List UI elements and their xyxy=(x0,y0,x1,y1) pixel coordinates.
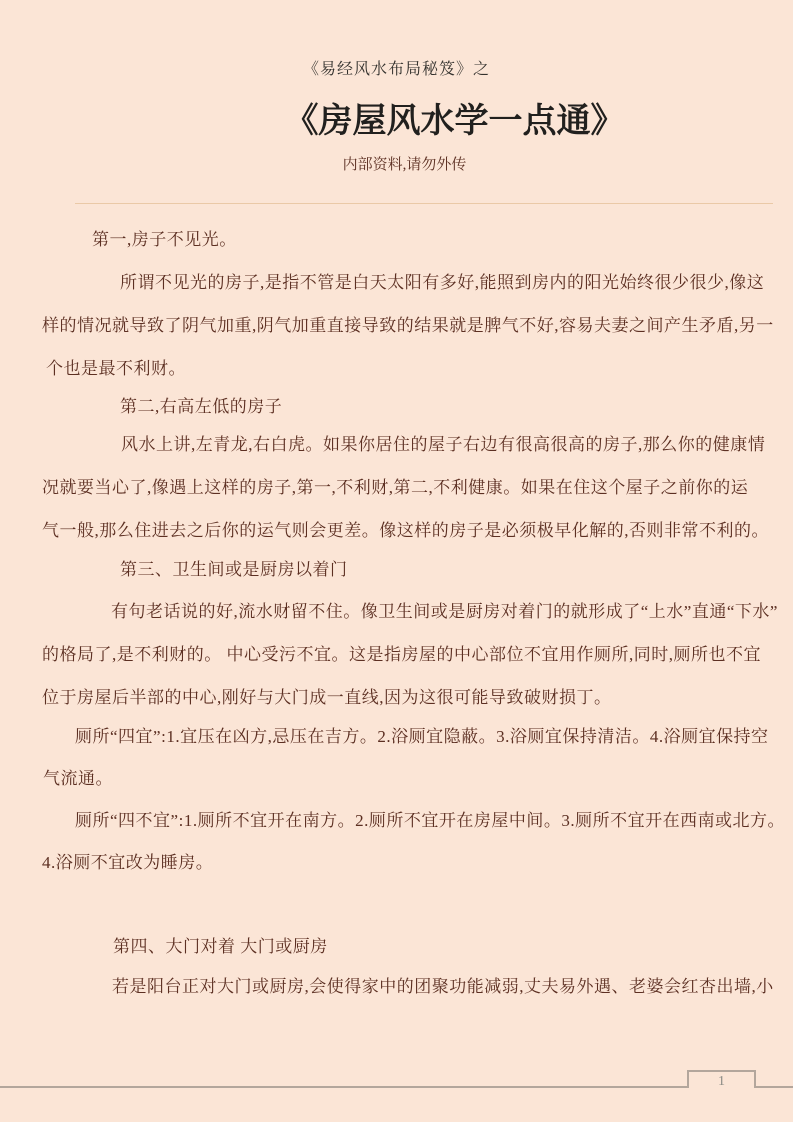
body-line: 样的情况就导致了阴气加重,阴气加重直接导致的结果就是脾气不好,容易夫妻之间产生矛盾,另一 xyxy=(42,316,774,335)
body-line: 若是阳台正对大门或厨房,会使得家中的团聚功能减弱,丈夫易外遇、老婆会红杏出墙,小 xyxy=(112,977,774,996)
footer-divider xyxy=(0,1086,793,1088)
title-row xyxy=(0,101,793,141)
body-line: 风水上讲,左青龙,右白虎。如果你居住的屋子右边有很高很高的房子,那么你的健康情 xyxy=(121,435,766,454)
body-line: 第四、大门对着 大门或厨房 xyxy=(113,937,328,956)
body-line: 个也是最不利财。 xyxy=(46,359,186,378)
page-number-tab xyxy=(687,1070,756,1088)
header-divider xyxy=(75,203,773,204)
page-title: 《房屋风水学一点通》 xyxy=(284,102,625,140)
body-line: 位于房屋后半部的中心,刚好与大门成一直线,因为这很可能导致破财损丁。 xyxy=(42,688,612,707)
body-line: 况就要当心了,像遇上这样的房子,第一,不利财,第二,不利健康。如果在住这个屋子之前你的运 xyxy=(42,478,749,497)
subtitle-row xyxy=(0,156,793,174)
body-line: 厕所“四宜”:1.宜压在凶方,忌压在吉方。2.浴厕宜隐蔽。3.浴厕宜保持清洁。4.浴厕宜保持空 xyxy=(75,727,769,746)
body-line: 第二,右高左低的房子 xyxy=(120,397,283,416)
body-line: 第一,房子不见光。 xyxy=(92,230,237,249)
body-line: 第三、卫生间或是厨房以着门 xyxy=(120,560,348,579)
body-line: 厕所“四不宜”:1.厕所不宜开在南方。2.厕所不宜开在房屋中间。3.厕所不宜开在西南或北方。 xyxy=(75,811,786,830)
body-line: 气一般,那么住进去之后你的运气则会更差。像这样的房子是必须极早化解的,否则非常不利的。 xyxy=(42,521,769,540)
page-number: 1 xyxy=(718,1074,725,1089)
body-line: 所谓不见光的房子,是指不管是白天太阳有多好,能照到房内的阳光始终很少很少,像这 xyxy=(120,273,765,292)
body-line: 4.浴厕不宜改为睡房。 xyxy=(42,853,214,872)
series-kicker: 《易经风水布局秘笈》之 xyxy=(302,61,490,78)
body-line: 气流通。 xyxy=(43,769,113,788)
body-line: 有句老话说的好,流水财留不住。像卫生间或是厨房对着门的就形成了“上水”直通“下水” xyxy=(111,602,778,621)
body-line: 的格局了,是不利财的。 中心受污不宜。这是指房屋的中心部位不宜用作厕所,同时,厕所也不宜 xyxy=(42,645,761,664)
confidential-note: 内部资料,请勿外传 xyxy=(342,157,467,173)
